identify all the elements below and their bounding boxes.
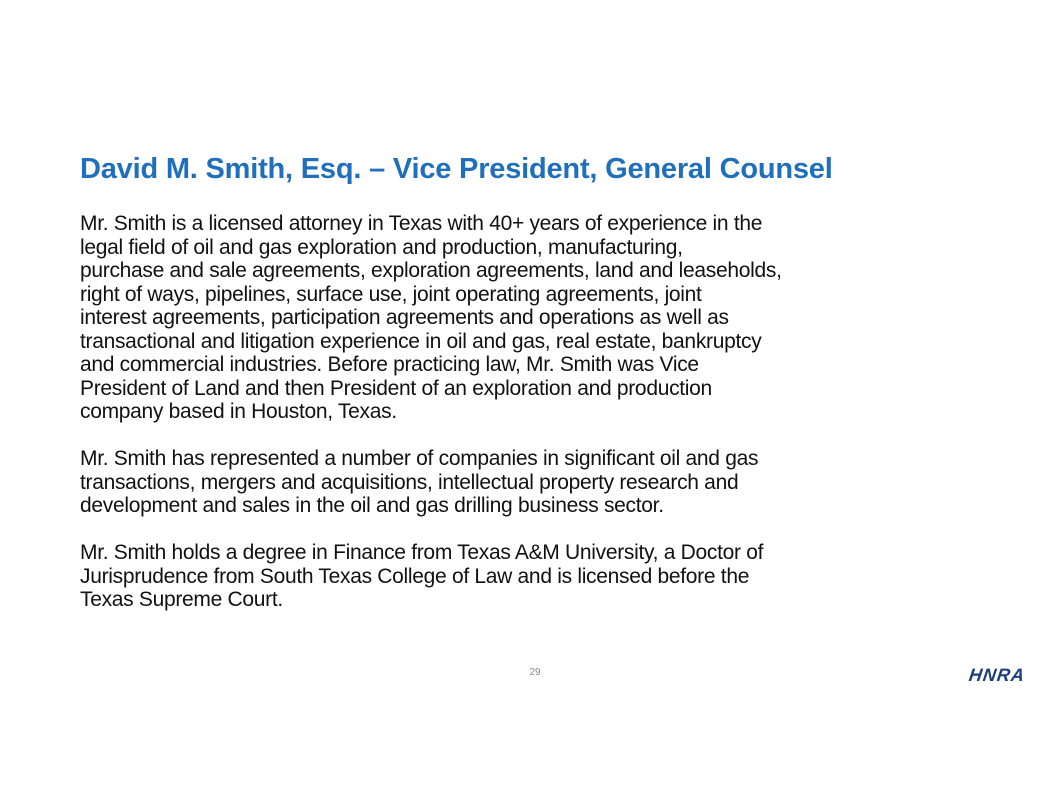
slide-body: [80, 212, 980, 635]
slide-title: David M. Smith, Esq. – Vice President, General Counsel: [80, 153, 833, 185]
bio-paragraph-experience: Mr. Smith is a licensed attorney in Texas with 40+ years of experience in the legal field of oil and gas exploration and production, manufacturing, purchase and sale agreements, exploration agreements, land and leaseholds, right of ways, pipelines, surface use, joint operating agreements, joint interest agreements, participation agreements and operations as well as transactional and litigation experience in oil and gas, real estate, bankruptcy and commercial industries. Before practicing law, Mr. Smith was Vice President of Land and then President of an exploration and production company based in Houston, Texas.: [80, 212, 782, 423]
bio-paragraph-transactions: Mr. Smith has represented a number of companies in significant oil and gas transactions, mergers and acquisitions, intellectual property research and development and sales in the oil and gas drilling business sector.: [80, 447, 759, 517]
page-number: 29: [529, 667, 541, 678]
company-logo: HNRA: [967, 665, 1027, 685]
bio-paragraph-education: Mr. Smith holds a degree in Finance from Texas A&M University, a Doctor of Jurisprudence from South Texas College of Law and is licensed before the Texas Supreme Court.: [80, 541, 764, 611]
